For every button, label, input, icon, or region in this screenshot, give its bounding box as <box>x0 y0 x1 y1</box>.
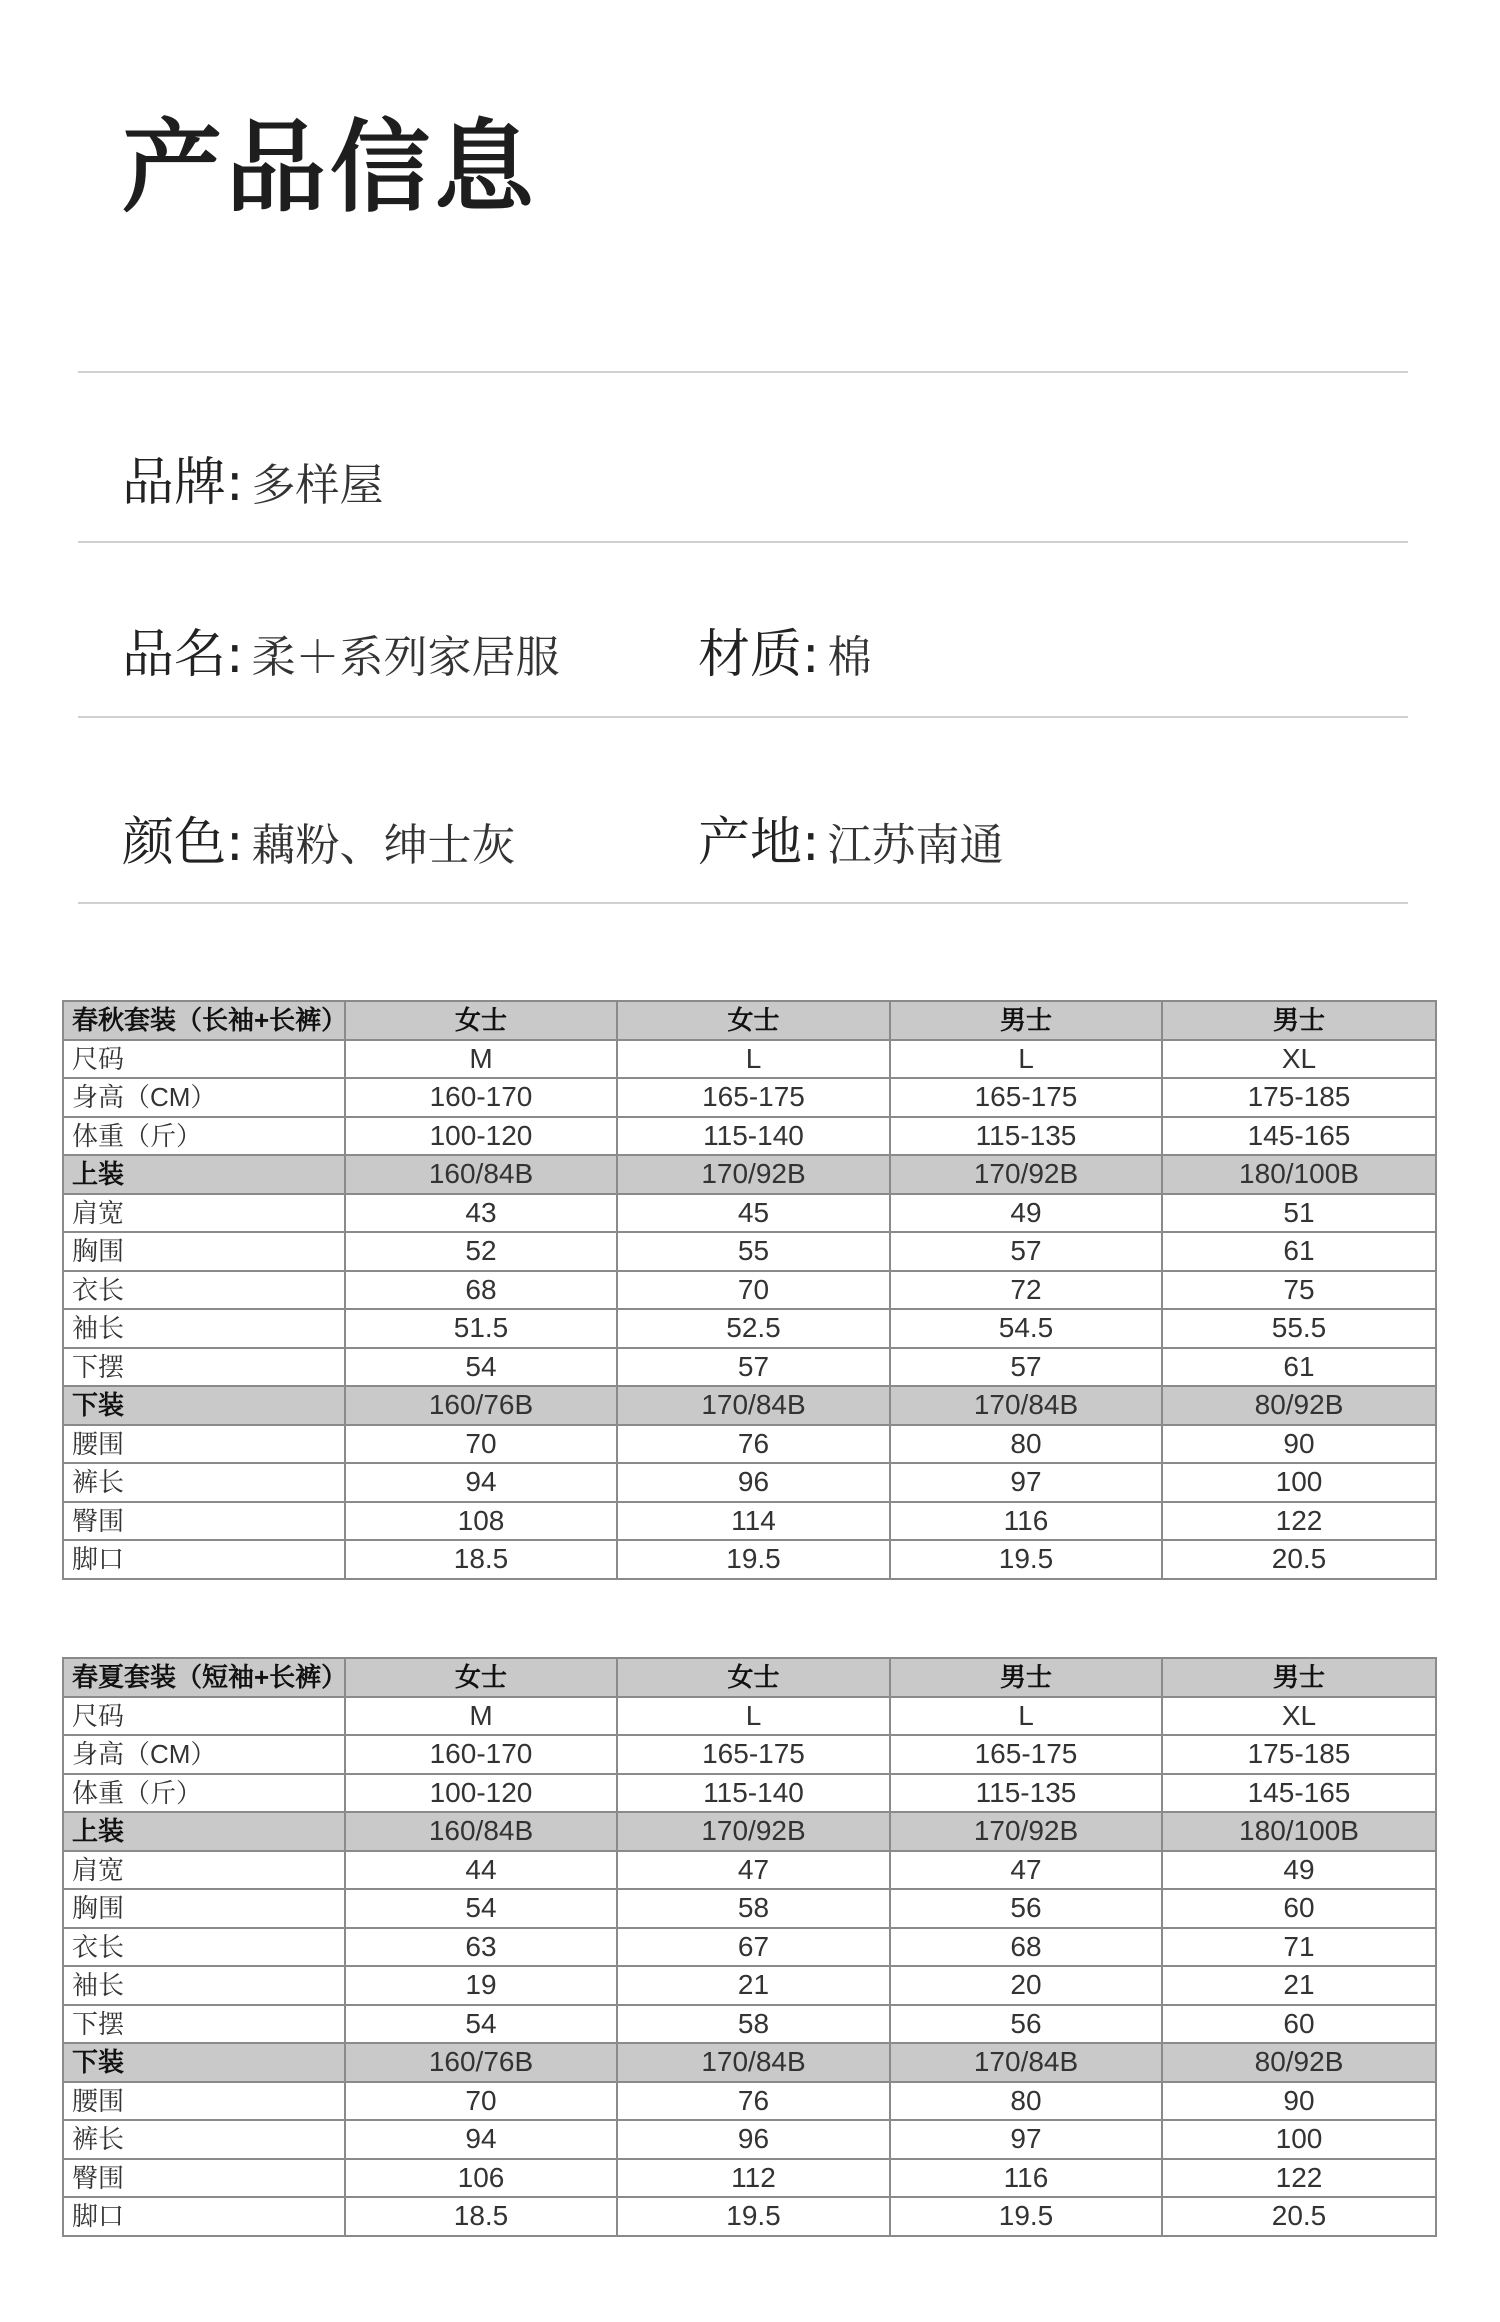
table-cell: 70 <box>617 1271 890 1310</box>
table-row <box>63 1425 1436 1464</box>
table-cell: 170/84B <box>890 2043 1162 2082</box>
row-label: 上装 <box>63 1155 345 1194</box>
section-row <box>63 1812 1436 1851</box>
table-cell: 57 <box>890 1232 1162 1271</box>
table-row <box>63 1232 1436 1271</box>
column-header: 男士 <box>890 1001 1162 1040</box>
material-label: 材质: <box>698 625 820 685</box>
table-cell: 54 <box>345 1889 617 1928</box>
table-cell: 57 <box>890 1348 1162 1387</box>
brand-value: 多样屋 <box>251 460 384 511</box>
info-row-name-material <box>122 612 872 687</box>
table-row <box>63 1040 1436 1079</box>
column-header: 女士 <box>345 1001 617 1040</box>
column-header: 女士 <box>345 1658 617 1697</box>
table-cell: 100-120 <box>345 1774 617 1813</box>
table-cell: 160-170 <box>345 1078 617 1117</box>
table-cell: 170/84B <box>617 2043 890 2082</box>
table-cell: 165-175 <box>617 1078 890 1117</box>
table-cell: 20.5 <box>1162 2197 1436 2236</box>
table-cell: 60 <box>1162 1889 1436 1928</box>
table-cell: 55.5 <box>1162 1309 1436 1348</box>
product-name-label: 品名: <box>122 625 244 685</box>
table-cell: 20.5 <box>1162 1540 1436 1579</box>
table-cell: 70 <box>345 2082 617 2121</box>
table-cell: 165-175 <box>617 1735 890 1774</box>
table-cell: 57 <box>617 1348 890 1387</box>
table-cell: 20 <box>890 1966 1162 2005</box>
divider <box>78 716 1408 718</box>
table-cell: 180/100B <box>1162 1155 1436 1194</box>
origin-value: 江苏南通 <box>827 820 1004 871</box>
table-cell: 49 <box>890 1194 1162 1233</box>
table-cell: 160-170 <box>345 1735 617 1774</box>
table-cell: 96 <box>617 1463 890 1502</box>
row-label: 体重（斤） <box>63 1774 345 1813</box>
table-cell: L <box>617 1697 890 1736</box>
table-cell: 145-165 <box>1162 1117 1436 1156</box>
row-label: 胸围 <box>63 1889 345 1928</box>
row-label: 肩宽 <box>63 1194 345 1233</box>
table-row <box>63 1735 1436 1774</box>
row-label: 身高（CM） <box>63 1078 345 1117</box>
table-row <box>63 2120 1436 2159</box>
table-cell: 67 <box>617 1928 890 1967</box>
column-header: 男士 <box>890 1658 1162 1697</box>
table-cell: 58 <box>617 1889 890 1928</box>
table-cell: 97 <box>890 1463 1162 1502</box>
table-cell: 175-185 <box>1162 1735 1436 1774</box>
table-cell: 116 <box>890 1502 1162 1541</box>
table-cell: 76 <box>617 1425 890 1464</box>
info-brand <box>122 440 384 515</box>
table-cell: 54.5 <box>890 1309 1162 1348</box>
column-header: 女士 <box>617 1001 890 1040</box>
table-row <box>63 2159 1436 2198</box>
material-value: 棉 <box>827 632 872 683</box>
table-row <box>63 1774 1436 1813</box>
table-row <box>63 2082 1436 2121</box>
size-table-spring-autumn <box>62 1000 1437 1580</box>
table-row <box>63 1348 1436 1387</box>
info-color <box>122 800 698 875</box>
table-cell: 160/84B <box>345 1155 617 1194</box>
table-row <box>63 1463 1436 1502</box>
table-row <box>63 1271 1436 1310</box>
table-cell: 165-175 <box>890 1078 1162 1117</box>
table-row <box>63 1851 1436 1890</box>
table-cell: 21 <box>1162 1966 1436 2005</box>
table-cell: 80/92B <box>1162 1386 1436 1425</box>
table-row <box>63 1309 1436 1348</box>
row-label: 臀围 <box>63 1502 345 1541</box>
table-cell: 94 <box>345 2120 617 2159</box>
row-label: 衣长 <box>63 1928 345 1967</box>
table-cell: 44 <box>345 1851 617 1890</box>
table-row <box>63 1540 1436 1579</box>
row-label: 臀围 <box>63 2159 345 2198</box>
row-label: 下装 <box>63 1386 345 1425</box>
row-label: 尺码 <box>63 1040 345 1079</box>
table-cell: 47 <box>617 1851 890 1890</box>
table-header-row <box>63 1001 1436 1040</box>
table-cell: 70 <box>345 1425 617 1464</box>
table-cell: 75 <box>1162 1271 1436 1310</box>
table-cell: 18.5 <box>345 1540 617 1579</box>
row-label: 脚口 <box>63 2197 345 2236</box>
table-cell: 51 <box>1162 1194 1436 1233</box>
table-cell: 96 <box>617 2120 890 2159</box>
table-row <box>63 1194 1436 1233</box>
table-cell: 47 <box>890 1851 1162 1890</box>
table-title: 春夏套装（短袖+长裤） <box>63 1658 345 1697</box>
table-cell: 45 <box>617 1194 890 1233</box>
table-cell: 51.5 <box>345 1309 617 1348</box>
color-value: 藕粉、绅士灰 <box>251 820 516 871</box>
table-cell: 108 <box>345 1502 617 1541</box>
table-cell: 80 <box>890 1425 1162 1464</box>
table-cell: 63 <box>345 1928 617 1967</box>
table-cell: 170/92B <box>617 1812 890 1851</box>
table-cell: 52.5 <box>617 1309 890 1348</box>
table-cell: M <box>345 1697 617 1736</box>
table-cell: 80/92B <box>1162 2043 1436 2082</box>
table-cell: 170/84B <box>890 1386 1162 1425</box>
table-cell: XL <box>1162 1040 1436 1079</box>
origin-label: 产地: <box>698 813 820 873</box>
table-cell: 165-175 <box>890 1735 1162 1774</box>
table-cell: 160/84B <box>345 1812 617 1851</box>
row-label: 上装 <box>63 1812 345 1851</box>
table-cell: 100-120 <box>345 1117 617 1156</box>
row-label: 裤长 <box>63 1463 345 1502</box>
row-label: 裤长 <box>63 2120 345 2159</box>
row-label: 下摆 <box>63 2005 345 2044</box>
info-row-brand <box>122 440 384 515</box>
product-name-value: 柔＋系列家居服 <box>251 632 560 683</box>
table-cell: 100 <box>1162 2120 1436 2159</box>
table-cell: 170/92B <box>890 1812 1162 1851</box>
table-cell: 68 <box>890 1928 1162 1967</box>
table-cell: 112 <box>617 2159 890 2198</box>
table-cell: 90 <box>1162 2082 1436 2121</box>
info-origin <box>698 800 1004 875</box>
table-cell: 18.5 <box>345 2197 617 2236</box>
row-label: 腰围 <box>63 1425 345 1464</box>
table-cell: 52 <box>345 1232 617 1271</box>
table-cell: 115-140 <box>617 1774 890 1813</box>
row-label: 肩宽 <box>63 1851 345 1890</box>
table-row <box>63 1889 1436 1928</box>
table-cell: 54 <box>345 2005 617 2044</box>
table-cell: 114 <box>617 1502 890 1541</box>
row-label: 胸围 <box>63 1232 345 1271</box>
table-cell: 122 <box>1162 2159 1436 2198</box>
row-label: 下装 <box>63 2043 345 2082</box>
table-cell: 56 <box>890 1889 1162 1928</box>
info-product-name <box>122 612 698 687</box>
table-cell: 160/76B <box>345 1386 617 1425</box>
table-header-row <box>63 1658 1436 1697</box>
row-label: 尺码 <box>63 1697 345 1736</box>
table-cell: 19.5 <box>617 1540 890 1579</box>
info-material <box>698 612 872 687</box>
table-cell: L <box>890 1697 1162 1736</box>
table-cell: 180/100B <box>1162 1812 1436 1851</box>
table-row <box>63 1117 1436 1156</box>
divider <box>78 541 1408 543</box>
table-cell: 54 <box>345 1348 617 1387</box>
table-cell: L <box>890 1040 1162 1079</box>
row-label: 袖长 <box>63 1309 345 1348</box>
table-row <box>63 1697 1436 1736</box>
table-cell: XL <box>1162 1697 1436 1736</box>
color-label: 颜色: <box>122 813 244 873</box>
page-title: 产品信息 <box>122 109 538 226</box>
table-cell: 115-135 <box>890 1117 1162 1156</box>
table-cell: 116 <box>890 2159 1162 2198</box>
table-cell: 19.5 <box>617 2197 890 2236</box>
row-label: 体重（斤） <box>63 1117 345 1156</box>
table-cell: 19 <box>345 1966 617 2005</box>
brand-label: 品牌: <box>122 453 244 513</box>
table-cell: 122 <box>1162 1502 1436 1541</box>
table-cell: 60 <box>1162 2005 1436 2044</box>
row-label: 袖长 <box>63 1966 345 2005</box>
table-cell: 80 <box>890 2082 1162 2121</box>
table-title: 春秋套装（长袖+长裤） <box>63 1001 345 1040</box>
table-cell: 175-185 <box>1162 1078 1436 1117</box>
table-row <box>63 1502 1436 1541</box>
table-cell: 58 <box>617 2005 890 2044</box>
table-cell: M <box>345 1040 617 1079</box>
table-row <box>63 2197 1436 2236</box>
divider <box>78 371 1408 373</box>
divider <box>78 902 1408 904</box>
row-label: 脚口 <box>63 1540 345 1579</box>
row-label: 下摆 <box>63 1348 345 1387</box>
table-cell: 19.5 <box>890 1540 1162 1579</box>
table-row <box>63 2005 1436 2044</box>
column-header: 男士 <box>1162 1658 1436 1697</box>
table-row <box>63 1966 1436 2005</box>
table-cell: 145-165 <box>1162 1774 1436 1813</box>
table-cell: 94 <box>345 1463 617 1502</box>
column-header: 男士 <box>1162 1001 1436 1040</box>
table-cell: 72 <box>890 1271 1162 1310</box>
table-row <box>63 1928 1436 1967</box>
table-cell: 115-135 <box>890 1774 1162 1813</box>
table-cell: 115-140 <box>617 1117 890 1156</box>
table-cell: 61 <box>1162 1348 1436 1387</box>
info-row-color-origin <box>122 800 1004 875</box>
table-cell: 170/84B <box>617 1386 890 1425</box>
table-cell: 100 <box>1162 1463 1436 1502</box>
row-label: 腰围 <box>63 2082 345 2121</box>
table-cell: 61 <box>1162 1232 1436 1271</box>
section-row <box>63 2043 1436 2082</box>
table-cell: 170/92B <box>890 1155 1162 1194</box>
table-cell: 19.5 <box>890 2197 1162 2236</box>
section-row <box>63 1386 1436 1425</box>
row-label: 衣长 <box>63 1271 345 1310</box>
row-label: 身高（CM） <box>63 1735 345 1774</box>
table-cell: 97 <box>890 2120 1162 2159</box>
table-cell: 76 <box>617 2082 890 2121</box>
table-cell: 43 <box>345 1194 617 1233</box>
table-cell: 106 <box>345 2159 617 2198</box>
table-cell: 170/92B <box>617 1155 890 1194</box>
column-header: 女士 <box>617 1658 890 1697</box>
table-cell: 21 <box>617 1966 890 2005</box>
table-cell: 68 <box>345 1271 617 1310</box>
table-cell: 56 <box>890 2005 1162 2044</box>
table-cell: 71 <box>1162 1928 1436 1967</box>
table-row <box>63 1078 1436 1117</box>
table-cell: 90 <box>1162 1425 1436 1464</box>
section-row <box>63 1155 1436 1194</box>
size-table-spring-summer <box>62 1657 1437 2237</box>
table-cell: L <box>617 1040 890 1079</box>
table-cell: 49 <box>1162 1851 1436 1890</box>
table-cell: 160/76B <box>345 2043 617 2082</box>
table-cell: 55 <box>617 1232 890 1271</box>
